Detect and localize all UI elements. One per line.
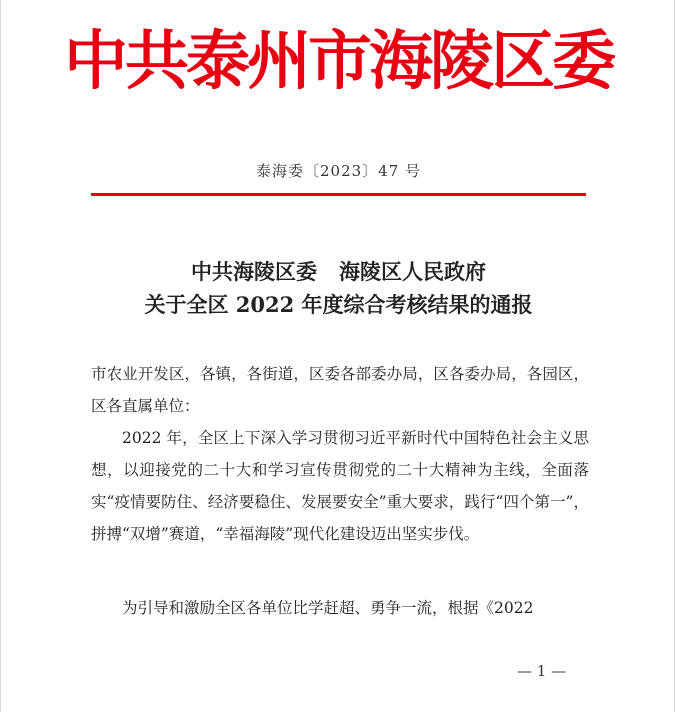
issuer-government: 海陵区人民政府 bbox=[339, 259, 486, 284]
recipients-paragraph: 市农业开发区，各镇，各街道，区委各部委办局，区各委办局，各园区，区各直属单位： bbox=[91, 365, 589, 415]
document-title-subject: 关于全区 2022 年度综合考核结果的通报 bbox=[144, 292, 533, 317]
red-separator-line bbox=[91, 193, 586, 196]
body-paragraph-1: 2022 年，全区上下深入学习贯彻习近平新时代中国特色社会主义思想，以迎接党的二十大和学习宣传贯彻党的二十大精神为主线，全面落实“疫情要防住、经济要稳住、发展要安全”重大要求，践行“四个第一”，拼搏“双增”赛道，“幸福海陵”现代化建设迈出坚实步伐。 bbox=[91, 429, 589, 543]
body-paragraph-2: 为引导和激励全区各单位比学赶超、勇争一流，根据《2022 bbox=[122, 599, 534, 617]
document-number: 泰海委〔2023〕47 号 bbox=[255, 162, 422, 180]
issuer-party-committee: 中共海陵区委 bbox=[191, 259, 317, 284]
document-title-issuers bbox=[1, 257, 675, 287]
page-number: — 1 — bbox=[517, 662, 567, 680]
red-header-title: 中共泰州市海陵区委 bbox=[64, 24, 613, 99]
